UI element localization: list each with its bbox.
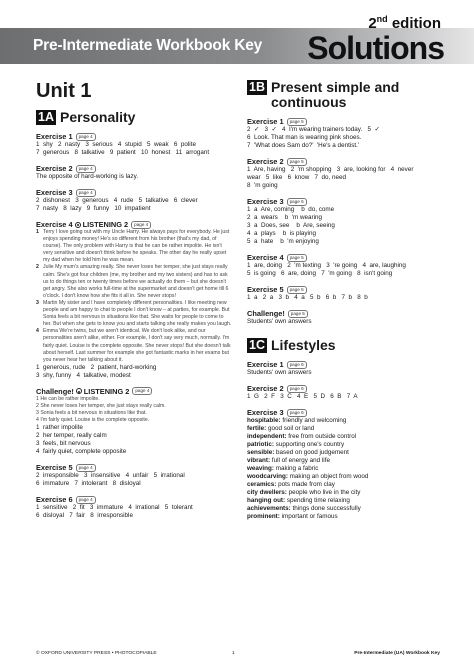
- page-tag: page 6: [287, 385, 307, 393]
- edition-label: 2nd edition: [368, 14, 441, 32]
- definition-line: hanging out: spending time relaxing: [247, 497, 350, 504]
- page-tag: page 4: [76, 464, 96, 472]
- answer-line: 2 her temper, really calm: [36, 432, 107, 440]
- brand-logo: Solutions: [307, 30, 444, 66]
- exercise-heading: Exercise 6 page 4: [36, 495, 232, 504]
- answer-line: 1 Are, having 2 'm shopping 3 are, looking for 4 never: [247, 166, 414, 173]
- answer-line: Students' own answers: [247, 369, 312, 376]
- section-heading-1c: [247, 338, 447, 353]
- definition-line: city dwellers: people who live in the city: [247, 489, 361, 496]
- exercise-heading: Exercise 5 page 5: [247, 285, 447, 294]
- transcript-line: 4 I'm fairly quiet. Louise is the complete opposite.: [36, 417, 150, 424]
- answer-line: 8 'm going: [247, 182, 278, 189]
- page-tag: page 4: [76, 189, 96, 197]
- page-tag: page 4: [132, 387, 152, 395]
- exercise-heading: Exercise 1 page 4: [36, 132, 232, 141]
- exercise-heading: Exercise 4 page 5: [247, 253, 447, 262]
- answer-line: 7 nasty 8 lazy 9 funny 10 impatient: [36, 205, 151, 212]
- answer-line: 3 a Does, see b Are, seeing: [247, 222, 335, 229]
- answer-line: 1 rather impolite: [36, 424, 83, 432]
- audio-disc-icon: [76, 388, 82, 394]
- page-tag: page 5: [287, 118, 307, 126]
- workbook-title: Pre-Intermediate Workbook Key: [33, 37, 263, 54]
- transcript-line: 1 He can be rather impolite.: [36, 395, 100, 402]
- exercise-heading: Exercise 1 page 5: [247, 117, 447, 126]
- answer-line: 1 sensitive 2 fit 3 immature 4 irrational 5 tolerant: [36, 504, 193, 512]
- page-number: 1: [232, 651, 235, 656]
- answer-line: 1 a 2 a 3 b 4 a 5 b 6 b 7 b 8 b: [247, 294, 368, 301]
- definition-line: hospitable: friendly and welcoming: [247, 417, 347, 424]
- exercise-heading: Exercise 2 page 5: [247, 157, 447, 166]
- answer-line: 5 is going 6 are, doing 7 'm going 8 isn't going: [247, 270, 393, 277]
- exercise-heading: Challenge! page 5: [247, 309, 447, 318]
- exercise-heading: Challenge! LISTENING 2 page 4: [36, 387, 232, 396]
- exercise-heading: Exercise 3 page 5: [247, 197, 447, 206]
- section-title: Present simple and continuous: [270, 79, 400, 110]
- transcript-line: 3 Sonia feels a bit nervous in situations like that.: [36, 409, 147, 416]
- definition-line: prominent: important or famous: [247, 513, 338, 520]
- section-badge: 1A: [38, 110, 54, 124]
- section-title: Personality: [59, 109, 136, 125]
- page-tag: page 4: [76, 133, 96, 141]
- answer-line: wear 5 like 6 know 7 do, need: [247, 174, 347, 181]
- definition-line: fertile: good soil or land: [247, 425, 315, 432]
- exercise-heading: Exercise 1 page 6: [247, 360, 447, 369]
- answer-line: 4 a plays b is playing: [247, 230, 316, 237]
- answer-line: 1 shy 2 nasty 3 serious 4 stupid 5 weak 6 polite: [36, 141, 196, 148]
- definition-line: woodcarving: making an object from wood: [247, 473, 369, 480]
- answer-line: 3 shy, funny 4 talkative, modest: [36, 371, 131, 379]
- page-tag: page 5: [287, 254, 307, 262]
- exercise-heading: Exercise 3 page 4: [36, 188, 232, 197]
- answer-line: 1 generous, rude 2 patient, hard-working: [36, 363, 157, 371]
- section-heading-1b: [247, 80, 447, 110]
- exercise-heading: Exercise 2 page 4: [36, 164, 232, 173]
- page-tag: page 5: [287, 286, 307, 294]
- page-tag: page 5: [288, 310, 308, 318]
- answer-line: 1 a Are, coming b do, come: [247, 206, 335, 213]
- unit-heading: Unit 1: [36, 80, 92, 102]
- answer-line: 7 generous 8 talkative 9 patient 10 honest 11 arrogant: [36, 149, 210, 156]
- answer-line: 2 a wears b 'm wearing: [247, 214, 323, 221]
- page-tag: page 5: [287, 198, 307, 206]
- transcript-item: 1 Terry I love going out with my Uncle Harry. He always pays for everybody. He just enjoys spending money! He's so different from his brother (that's my dad, of course). The only problem with Harry is that he can be rather impolite. He isn't very sensitive and doesn't think before he speaks. The other day he really upset my dad when he told him he was mean.: [36, 229, 230, 264]
- exercise-heading: Exercise 4 LISTENING 2 page 4: [36, 220, 232, 229]
- definition-line: ceramics: pots made from clay: [247, 481, 335, 488]
- exercise-heading: Exercise 3 page 6: [247, 408, 447, 417]
- left-column: [36, 80, 232, 520]
- definition-line: sensible: based on good judgement: [247, 449, 349, 456]
- answer-line: 6 Look. That man is wearing pink shoes.: [247, 134, 362, 141]
- answer-line: 6 immature 7 intolerant 8 disloyal: [36, 480, 141, 488]
- definition-line: weaving: making a fabric: [247, 465, 319, 472]
- page-header: [0, 0, 474, 66]
- exercise-heading: Exercise 2 page 6: [247, 384, 447, 393]
- transcript-item: 4 Emma We're twins, but we aren't identical. We don't look alike, and our personalities aren't alike, either. For example, I don't say very much, normally. I'm fairly quiet. Louise is the complete opposite. She never stops! But she doesn't talk about herself. Last summer for example she got fantastic marks in her exams but you never hear her talking about it.: [36, 328, 231, 363]
- answer-line: 2 dishonest 3 generous 4 rude 5 talkative 6 clever: [36, 197, 198, 204]
- page-tag: page 4: [131, 221, 151, 229]
- page-tag: page 4: [76, 496, 96, 504]
- answer-line: 5 a hate b 'm enjoying: [247, 238, 319, 245]
- answer-line: 2 irresponsible 3 insensitive 4 unfair 5 irrational: [36, 472, 185, 480]
- definition-line: achievements: things done successfully: [247, 505, 361, 512]
- transcript-item: 3 Martin My sister and I have completely different personalities. I like meeting new people and am happy to chat to people I don't know – at parties, for example. But Sonia feels a bit nervous in situations like that. She waits for people to come to her. But when she gets to know you and starts talking she really makes you laugh.: [36, 299, 232, 328]
- section-heading-1a: [36, 110, 232, 125]
- answer-line: 4 fairly quiet, complete opposite: [36, 448, 127, 456]
- page-tag: page 6: [287, 361, 307, 369]
- section-badge: 1C: [249, 338, 265, 352]
- answer-line: 3 feels, bit nervous: [36, 440, 91, 448]
- answer-line: The opposite of hard-working is lazy.: [36, 173, 139, 180]
- footer-title: Pre-Intermediate (UA) Workbook Key: [354, 651, 440, 656]
- answer-line: 6 disloyal 7 fair 8 irresponsible: [36, 512, 133, 520]
- answer-line: Students' own answers: [247, 318, 312, 325]
- page-tag: page 6: [287, 409, 307, 417]
- answer-line: 1 are, doing 2 'm texting 3 're going 4 are, laughing: [247, 262, 406, 269]
- audio-disc-icon: [75, 222, 81, 228]
- answer-line: 1 G 2 F 3 C 4 E 5 D 6 B 7 A: [247, 393, 358, 400]
- definition-line: patriotic: supporting one's country: [247, 441, 345, 448]
- definition-line: vibrant: full of energy and life: [247, 457, 330, 464]
- section-title: Lifestyles: [270, 337, 336, 353]
- page-tag: page 4: [76, 165, 96, 173]
- section-badge: 1B: [249, 80, 265, 94]
- definition-line: independent: free from outside control: [247, 433, 357, 440]
- transcript-line: 2 She never loses her temper, she just stays really calm.: [36, 402, 166, 409]
- answer-line: 2 ✓ 3 ✓ 4 I'm wearing trainers today. 5 ✓: [247, 126, 380, 133]
- copyright-notice: © OXFORD UNIVERSITY PRESS • PHOTOCOPIABLE: [36, 651, 157, 656]
- page-tag: page 5: [287, 158, 307, 166]
- transcript-item: 2 Julie My mum's amazing really. She never loses her temper, she just stays really calm. She's got four children (me, my brother and my two sisters) and has to ask us to do things ten or twenty times before we actually do them – but she doesn't get angry. She also works full-time at the supermarket and doesn't get home till 6 o'clock. I don't know how she fits it all in. She never stops!: [36, 264, 229, 299]
- right-column: [247, 80, 447, 521]
- exercise-heading: Exercise 5 page 4: [36, 463, 232, 472]
- answer-line: 7 'What does Sam do?' 'He's a dentist.': [247, 142, 360, 149]
